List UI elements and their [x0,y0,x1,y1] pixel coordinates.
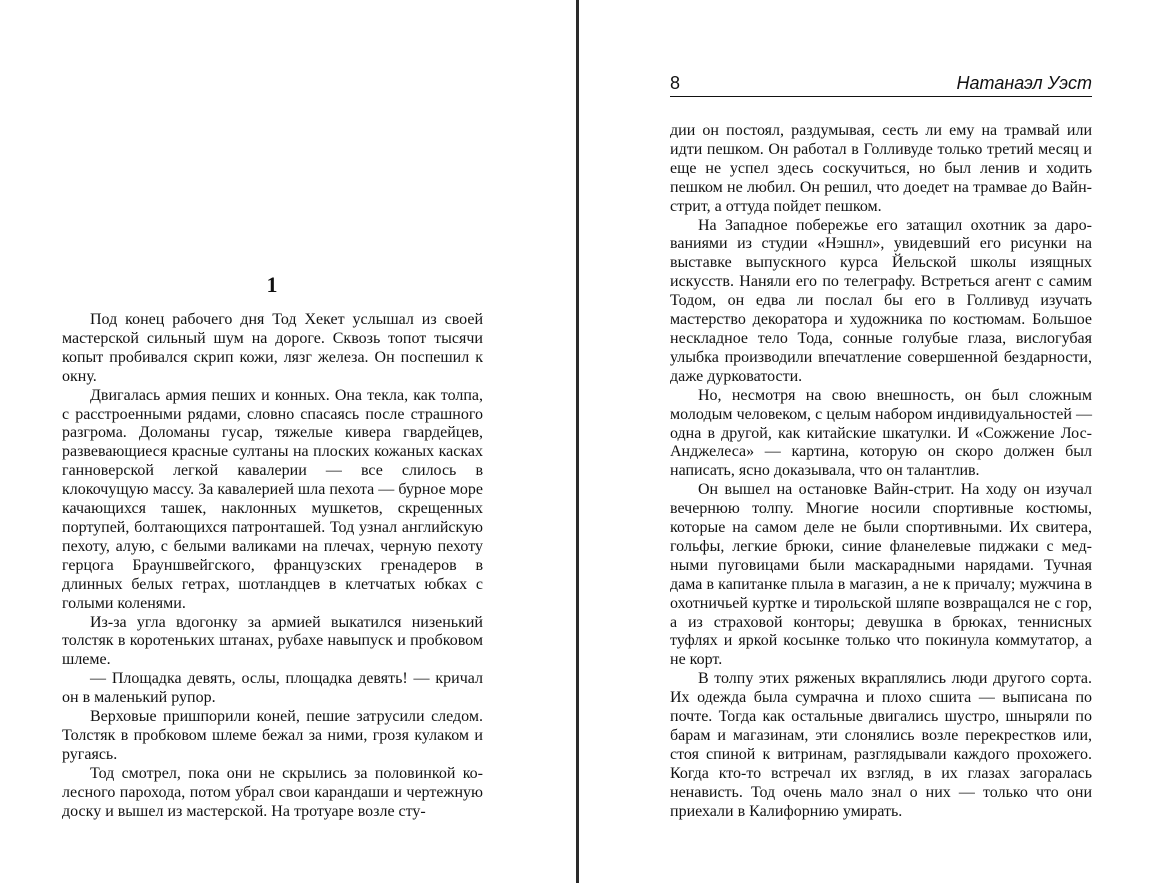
right-page-body [670,122,1092,822]
paragraph: Под конец рабочего дня Тод Хекет услышал из своей мастерской сильный шум на дороге. Сквозь топот тысячи копыт пробивался скрип кожи, лязг железа. Он поспешил к окну. [62,311,483,385]
paragraph: Двигалась армия пеших и конных. Она текла, как толпа, с расстроенными рядами, словно спасаясь после страшного разгрома. Доломаны гусар, тяжелые кивера гвардейцев, развевающиеся красные султаны на плоских кожаных касках ганноверской легкой кавалерии — все слилось в клокочущую массу. За кавалерией шла пехота — бурное море качающихся ташек, наклонных мушкетов, скрещенных портупей, болтающихся патронташей. Тод узнал английскую пехоту, алую, с белыми валиками на плечах, черную пехоту герцога Брауншвейгского, французских гренадеров в длинных белых гетрах, шотландцев в клетчатых юбках с голыми коленями. [62,386,483,612]
running-head [670,72,1092,97]
paragraph: В толпу этих ряженых вкраплялись люди другого сорта. Их одежда была сумрачна и плохо сшита — выписана по почте. Тогда как остальные двигались шустро, шныряли по барам и магазинам, эти слонялись возле перекрестков или, стоя спиной к витринам, разглядывали каждого прохожего. Когда кто-то встречал их взгляд, в их глазах загоралась ненависть. Тод очень мало знал о них — только что они приехали в Калифорнию умирать. [670,670,1092,820]
left-page-body [62,311,483,821]
paragraph: — Площадка девять, ослы, площадка девять! — кричал он в маленький рупор. [62,670,483,707]
paragraph: На Западное побережье его затащил охотник за дарованиями из студии «Нэшнл», увидевший его рисунки на выставке выпускного курса Йельской школы изящных искусств. Наняли его по телеграфу. Встреться агент с самим Тодом, он едва ли послал бы его в Голливуд изучать мастерство декоратора и художника по костюмам. Большое нескладное тело Тода, сонные голубые глаза, вислогубая улыбка производили впечатление совершенной бездарности, даже дурковатости. [670,216,1092,385]
paragraph: Тод смотрел, пока они не скрылись за половинкой колесного парохода, потом убрал свои карандаши и чертежную доску и вышел из мастерской. На тротуаре возле сту- [62,764,483,820]
left-page [0,0,576,883]
paragraph: Он вышел на остановке Вайн-стрит. На ходу он изучал вечернюю толпу. Многие носили спортивные костюмы, которые на самом деле не были спортивными. Их свитера, гольфы, легкие брюки, синие фланелевые пиджаки с медными пуговицами были маскарадными нарядами. Тучная дама в капитанке плыла в магазин, а не к причалу; мужчина в охотничьей куртке и тирольской шляпе возвращался не с гор, а из страховой конторы; девушка в брюках, теннисных туфлях и яркой косынке только что покинула коммутатор, а не корт. [670,481,1092,669]
chapter-number: 1 [266,272,278,297]
page-gutter-divider [576,0,579,883]
header-author: Натанаэл Уэст [956,73,1092,93]
paragraph: Из-за угла вдогонку за армией выкатился низенький толстяк в коротеньких штанах, рубахе навыпуск и пробковом шлеме. [62,613,483,669]
right-page [580,0,1154,883]
paragraph-continuation: дии он постоял, раздумывая, сесть ли ему на трамвай или идти пешком. Он работал в Голливуде только третий месяц и еще не успел здесь соскучиться, но был ленив и ходить пешком не любил. Он решил, что доедет на трамвае до Вайн-стрит, а оттуда пойдет пешком. [670,122,1092,215]
page-number: 8 [670,73,681,93]
paragraph: Верховые пришпорили коней, пешие затрусили следом. Толстяк в пробковом шлеме бежал за ними, грозя кулаком и ругаясь. [62,708,483,763]
paragraph: Но, несмотря на свою внешность, он был сложным молодым человеком, с целым набором индивидуальностей — одна в другой, как китайские шкатулки. И «Сожжение Лос-Анджелеса» — картина, которую он скоро должен был написать, ясно доказывала, что он талантлив. [670,386,1092,480]
